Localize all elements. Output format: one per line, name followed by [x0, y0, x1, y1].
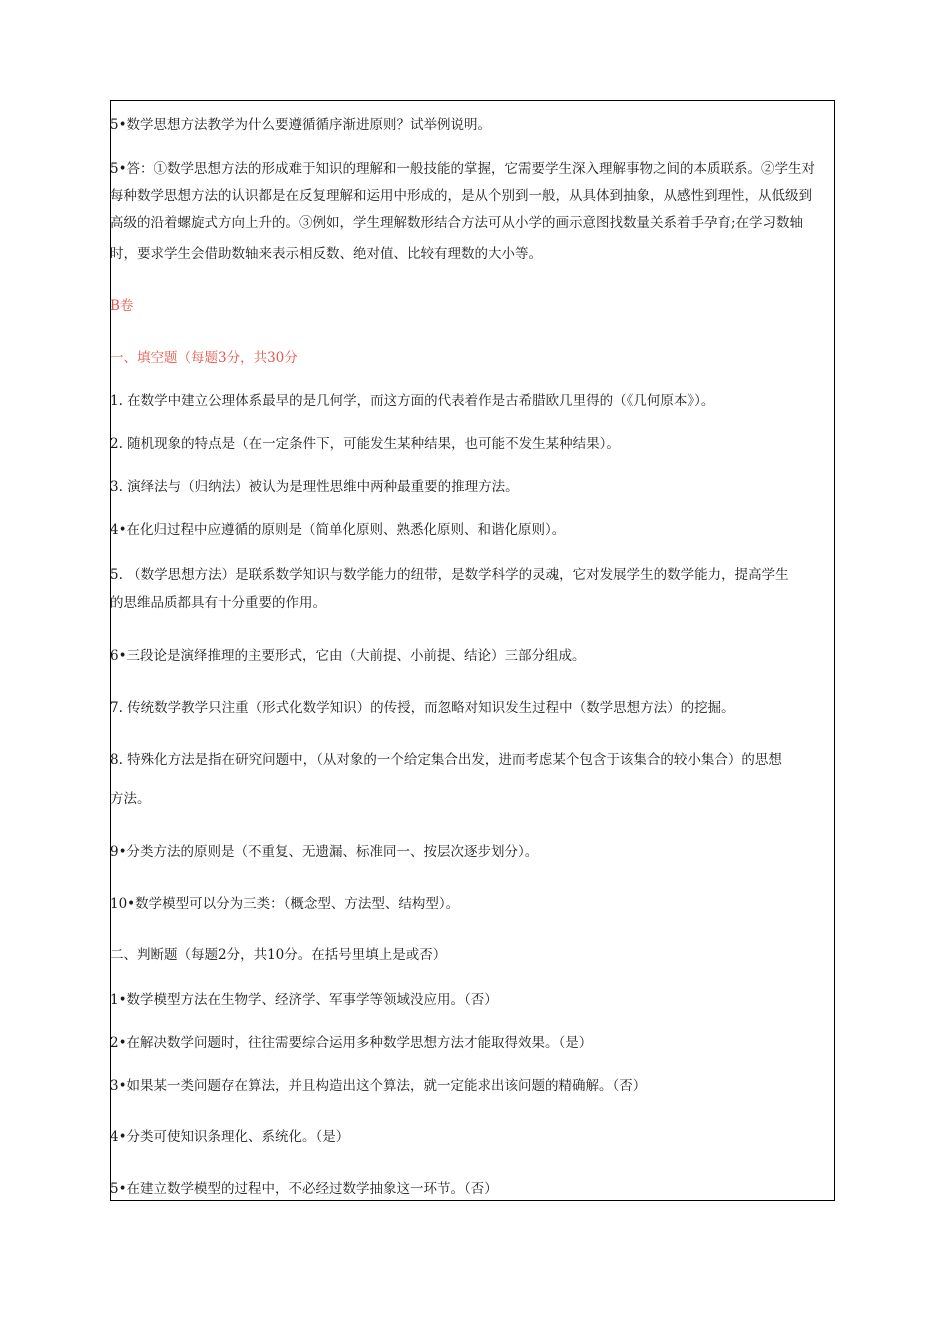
- fill-blank-item: 10•数学模型可以分为三类：（概念型、方法型、结构型）。: [110, 896, 460, 912]
- fill-blank-item: 3. 演绎法与（归纳法）被认为是理性思维中两种最重要的推理方法。: [110, 479, 519, 495]
- true-false-item: 4•分类可使知识条理化、系统化。（是）: [110, 1129, 350, 1145]
- answer-5-line: 高级的沿着螺旋式方向上升的。③例如，学生理解数形结合方法可从小学的画示意图找数量关系着手孕育;在学习数轴: [110, 215, 804, 231]
- true-false-heading: 二、判断题（每题2分，共10分。在括号里填上是或否）: [110, 947, 447, 963]
- fill-blank-item-continuation: 的思维品质都具有十分重要的作用。: [110, 595, 326, 611]
- section-b-title: B卷: [110, 298, 134, 314]
- fill-blank-item: 9•分类方法的原则是（不重复、无遗漏、标准同一、按层次逐步划分）。: [110, 844, 539, 860]
- answer-5-line: 5•答：①数学思想方法的形成难于知识的理解和一般技能的掌握，它需要学生深入理解事物之间的本质联系。②学生对: [110, 161, 816, 177]
- fill-blank-item: 7. 传统数学教学只注重（形式化数学知识）的传授，而忽略对知识发生过程中（数学思想方法）的挖掘。: [110, 700, 735, 716]
- true-false-item: 5•在建立数学模型的过程中，不必经过数学抽象这一环节。（否）: [110, 1181, 498, 1197]
- fill-blank-item: 2. 随机现象的特点是（在一定条件下，可能发生某种结果，也可能不发生某种结果）。: [110, 436, 620, 452]
- true-false-item: 2•在解决数学问题时，往往需要综合运用多种数学思想方法才能取得效果。（是）: [110, 1035, 593, 1051]
- fill-blank-item: 4•在化归过程中应遵循的原则是（简单化原则、熟悉化原则、和谐化原则）。: [110, 522, 566, 538]
- answer-5-line: 时，要求学生会借助数轴来表示相反数、绝对值、比较有理数的大小等。: [110, 246, 542, 262]
- fill-blank-item: 5. （数学思想方法）是联系数学知识与数学能力的纽带，是数学科学的灵魂，它对发展学生的数学能力，提高学生: [110, 567, 789, 583]
- fill-blank-item: 8. 特殊化方法是指在研究问题中，（从对象的一个给定集合出发，进而考虑某个包含于该集合的较小集合）的思想: [110, 752, 782, 768]
- answer-5-line: 每种数学思想方法的认识都是在反复理解和运用中形成的，是从个别到一般，从具体到抽象，从感性到理性，从低级到: [110, 188, 812, 204]
- fill-blank-heading: 一、填空题（每题3分，共30分: [110, 350, 298, 366]
- fill-blank-item-continuation: 方法。: [110, 791, 151, 807]
- true-false-item: 1•数学模型方法在生物学、经济学、军事学等领域没应用。（否）: [110, 992, 498, 1008]
- question-5: 5•数学思想方法教学为什么要遵循循序渐进原则？试举例说明。: [110, 117, 492, 133]
- true-false-item: 3•如果某一类问题存在算法，并且构造出这个算法，就一定能求出该问题的精确解。（否）: [110, 1078, 647, 1094]
- fill-blank-item: 1. 在数学中建立公理体系最早的是几何学，而这方面的代表着作是古希腊欧几里得的（《几何原本》）。: [110, 393, 715, 409]
- fill-blank-item: 6•三段论是演绎推理的主要形式，它由（大前提、小前提、结论）三部分组成。: [110, 648, 586, 664]
